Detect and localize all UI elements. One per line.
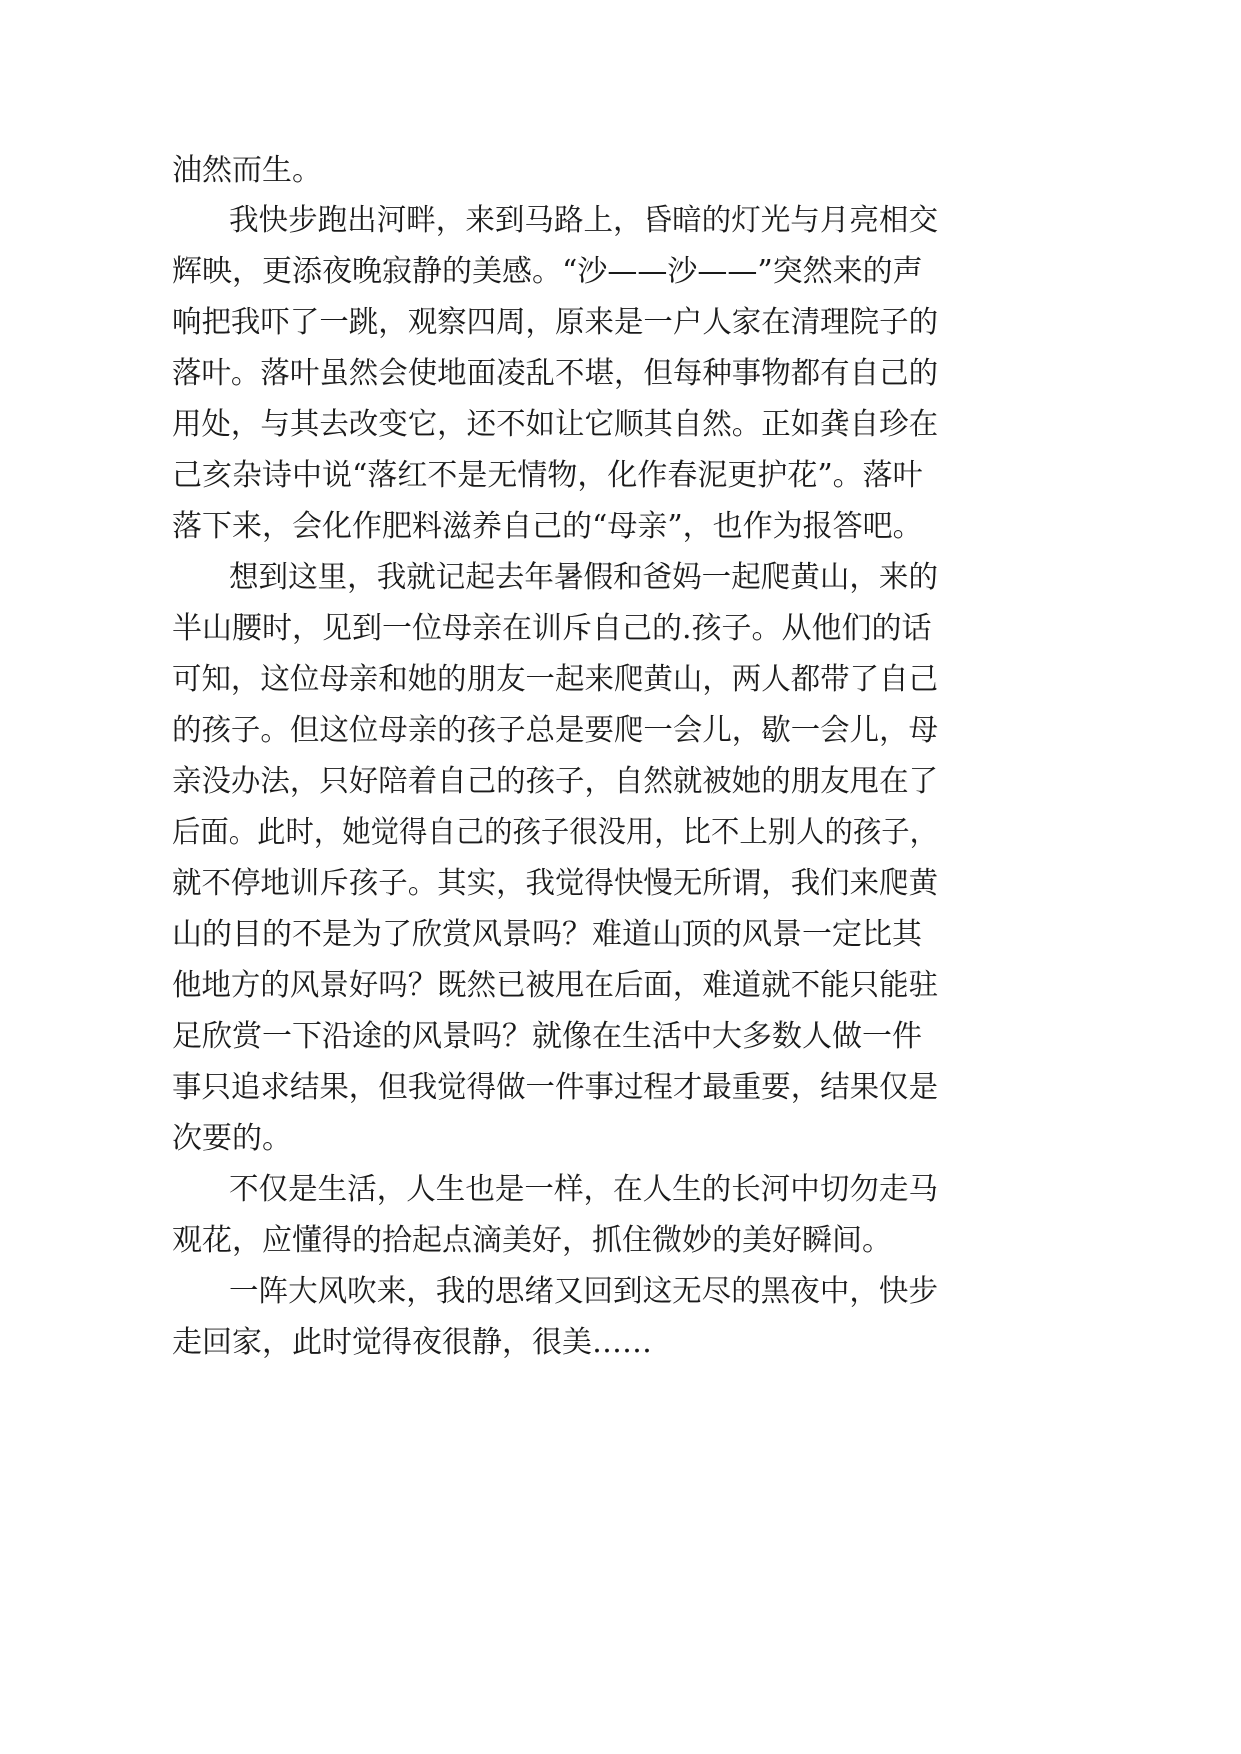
line-text: 我快步跑出河畔，来到马路上，昏暗的灯光与月亮相交 <box>229 203 938 238</box>
line-text: 次要的。 <box>172 1121 292 1156</box>
line-text: 亲没办法，只好陪着自己的孩子，自然就被她的朋友甩在了 <box>172 764 939 799</box>
line-text: 落下来，会化作肥料滋养自己的“母亲”，也作为报答吧。 <box>172 509 923 544</box>
line-text: 不仅是生活，人生也是一样，在人生的长河中切勿走马 <box>229 1172 938 1207</box>
line-text: 观花，应懂得的拾起点滴美好，抓住微妙的美好瞬间。 <box>172 1223 892 1258</box>
line-text: 的孩子。但这位母亲的孩子总是要爬一会儿，歇一会儿，母 <box>172 713 939 748</box>
line-text: 事只追求结果，但我觉得做一件事过程才最重要，结果仅是 <box>172 1070 939 1105</box>
line-text: 足欣赏一下沿途的风景吗？就像在生活中大多数人做一件 <box>172 1019 922 1054</box>
line-text: 可知，这位母亲和她的朋友一起来爬黄山，两人都带了自己 <box>172 662 939 697</box>
line-text: 用处，与其去改变它，还不如让它顺其自然。正如龚自珍在 <box>172 407 939 442</box>
line-text: 响把我吓了一跳，观察四周，原来是一户人家在清理院子的 <box>172 305 939 340</box>
line-text: 辉映，更添夜晚寂静的美感。“沙——沙——”突然来的声 <box>172 254 923 289</box>
line-text: 想到这里，我就记起去年暑假和爸妈一起爬黄山，来的 <box>229 560 938 595</box>
line-text: 走回家，此时觉得夜很静，很美…… <box>172 1325 652 1360</box>
text-line <box>0 1313 1241 1373</box>
line-text: 后面。此时，她觉得自己的孩子很没用，比不上别人的孩子， <box>172 815 939 850</box>
line-text: 落叶。落叶虽然会使地面凌乱不堪，但每种事物都有自己的 <box>172 356 939 391</box>
line-text: 他地方的风景好吗？既然已被甩在后面，难道就不能只能驻 <box>172 968 939 1003</box>
line-text: 油然而生。 <box>172 153 322 188</box>
line-text: 就不停地训斥孩子。其实，我觉得快慢无所谓，我们来爬黄 <box>172 866 939 901</box>
line-text: 己亥杂诗中说“落红不是无情物，化作春泥更护花”。落叶 <box>172 458 923 493</box>
line-text: 一阵大风吹来，我的思绪又回到这无尽的黑夜中，快步 <box>229 1274 938 1309</box>
line-text: 半山腰时，见到一位母亲在训斥自己的.孩子。从他们的话 <box>172 611 932 646</box>
line-text: 山的目的不是为了欣赏风景吗？难道山顶的风景一定比其 <box>172 917 922 952</box>
